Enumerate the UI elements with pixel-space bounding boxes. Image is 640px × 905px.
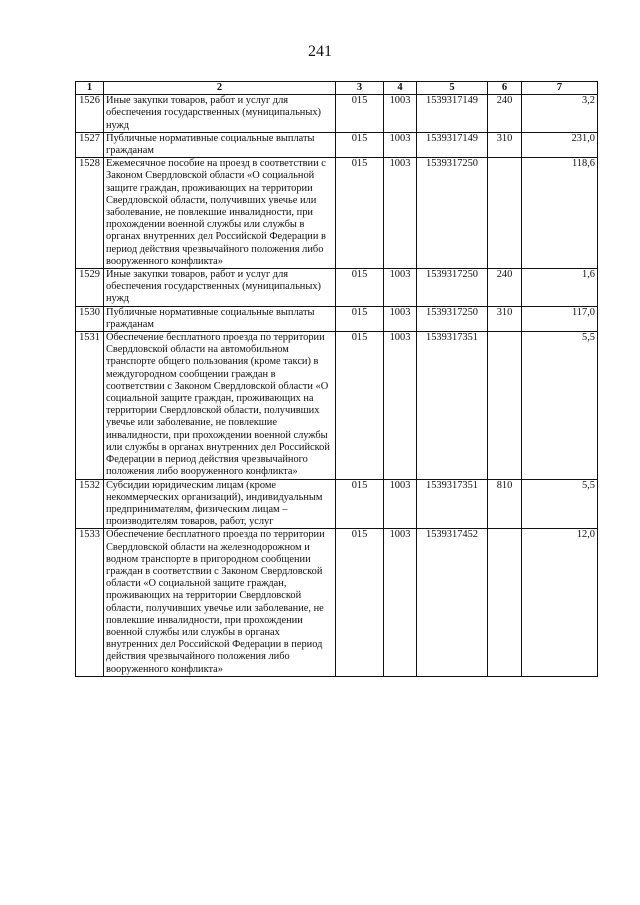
- row-name: Иные закупки товаров, работ и услуг для обеспечения государственных (муниципальных) нужд: [104, 95, 336, 133]
- row-section-code: 1003: [384, 332, 417, 479]
- row-amount: 118,6: [522, 158, 598, 269]
- row-name: Иные закупки товаров, работ и услуг для обеспечения государственных (муниципальных) нужд: [104, 269, 336, 307]
- row-ministry-code: 015: [336, 306, 384, 331]
- table-row: [76, 95, 598, 133]
- header-col-6: 6: [488, 82, 522, 95]
- row-ministry-code: 015: [336, 95, 384, 133]
- row-section-code: 1003: [384, 269, 417, 307]
- row-section-code: 1003: [384, 132, 417, 157]
- row-amount: 117,0: [522, 306, 598, 331]
- table-row: [76, 132, 598, 157]
- header-col-3: 3: [336, 82, 384, 95]
- header-col-7: 7: [522, 82, 598, 95]
- header-col-1: 1: [76, 82, 104, 95]
- table-row: [76, 529, 598, 676]
- row-expense-type: [488, 332, 522, 479]
- row-number: 1533: [76, 529, 104, 676]
- row-target-code: 1539317351: [417, 332, 488, 479]
- row-expense-type: [488, 158, 522, 269]
- row-amount: 1,6: [522, 269, 598, 307]
- row-expense-type: [488, 529, 522, 676]
- row-target-code: 1539317452: [417, 529, 488, 676]
- page-number: 241: [308, 43, 332, 60]
- row-ministry-code: 015: [336, 332, 384, 479]
- row-ministry-code: 015: [336, 132, 384, 157]
- row-section-code: 1003: [384, 306, 417, 331]
- row-ministry-code: 015: [336, 158, 384, 269]
- row-number: 1532: [76, 479, 104, 529]
- row-ministry-code: 015: [336, 269, 384, 307]
- header-col-2: 2: [104, 82, 336, 95]
- row-target-code: 1539317351: [417, 479, 488, 529]
- budget-table: [75, 81, 598, 677]
- row-ministry-code: 015: [336, 529, 384, 676]
- table-row: [76, 479, 598, 529]
- row-target-code: 1539317250: [417, 158, 488, 269]
- row-number: 1529: [76, 269, 104, 307]
- row-section-code: 1003: [384, 158, 417, 269]
- row-number: 1528: [76, 158, 104, 269]
- header-row: [76, 82, 598, 95]
- row-name: Обеспечение бесплатного проезда по территории Свердловской области на автомобильном транспорте общего пользования (кроме такси) в междугородном сообщении граждан в соответствии с Законом Свердловской области «О социальной защите граждан, проживающих на территории Свердловской области, получивших увечье или заболевание, не повлекшие инвалидности, при прохождении военной службы или службы в органах внутренних дел Российской Федерации в период действия чрезвычайного положения либо вооруженного конфликта»: [104, 332, 336, 479]
- row-amount: 231,0: [522, 132, 598, 157]
- row-section-code: 1003: [384, 529, 417, 676]
- row-target-code: 1539317149: [417, 95, 488, 133]
- row-expense-type: 310: [488, 132, 522, 157]
- row-name: Ежемесячное пособие на проезд в соответствии с Законом Свердловской области «О социальной защите граждан, проживающих на территории Свердловской области, получивших увечье или заболевание, не повлекшие инвалидности, при прохождении военной службы или службы в органах внутренних дел Российской Федерации в период действия чрезвычайного положения либо вооруженного конфликта»: [104, 158, 336, 269]
- row-expense-type: 240: [488, 269, 522, 307]
- row-amount: 3,2: [522, 95, 598, 133]
- row-target-code: 1539317250: [417, 306, 488, 331]
- row-name: Публичные нормативные социальные выплаты гражданам: [104, 306, 336, 331]
- row-target-code: 1539317250: [417, 269, 488, 307]
- row-name: Публичные нормативные социальные выплаты гражданам: [104, 132, 336, 157]
- table-row: [76, 269, 598, 307]
- table-row: [76, 332, 598, 479]
- row-name: Обеспечение бесплатного проезда по территории Свердловской области на железнодорожном и водном транспорте в пригородном сообщении граждан в соответствии с Законом Свердловской области «О социальной защите граждан, проживающих на территории Свердловской области, получивших увечье или заболевание, не повлекшие инвалидности, при прохождении военной службы или службы в органах внутренних дел Российской Федерации в период действия чрезвычайного положения либо вооруженного конфликта»: [104, 529, 336, 676]
- row-amount: 5,5: [522, 479, 598, 529]
- table-row: [76, 158, 598, 269]
- row-target-code: 1539317149: [417, 132, 488, 157]
- row-ministry-code: 015: [336, 479, 384, 529]
- row-expense-type: 310: [488, 306, 522, 331]
- row-amount: 12,0: [522, 529, 598, 676]
- row-section-code: 1003: [384, 95, 417, 133]
- row-number: 1531: [76, 332, 104, 479]
- row-amount: 5,5: [522, 332, 598, 479]
- row-number: 1527: [76, 132, 104, 157]
- row-section-code: 1003: [384, 479, 417, 529]
- header-col-4: 4: [384, 82, 417, 95]
- header-col-5: 5: [417, 82, 488, 95]
- row-expense-type: 810: [488, 479, 522, 529]
- row-number: 1526: [76, 95, 104, 133]
- row-name: Субсидии юридическим лицам (кроме некоммерческих организаций), индивидуальным предпринимателям, физическим лицам – производителям товаров, работ, услуг: [104, 479, 336, 529]
- row-expense-type: 240: [488, 95, 522, 133]
- table-row: [76, 306, 598, 331]
- row-number: 1530: [76, 306, 104, 331]
